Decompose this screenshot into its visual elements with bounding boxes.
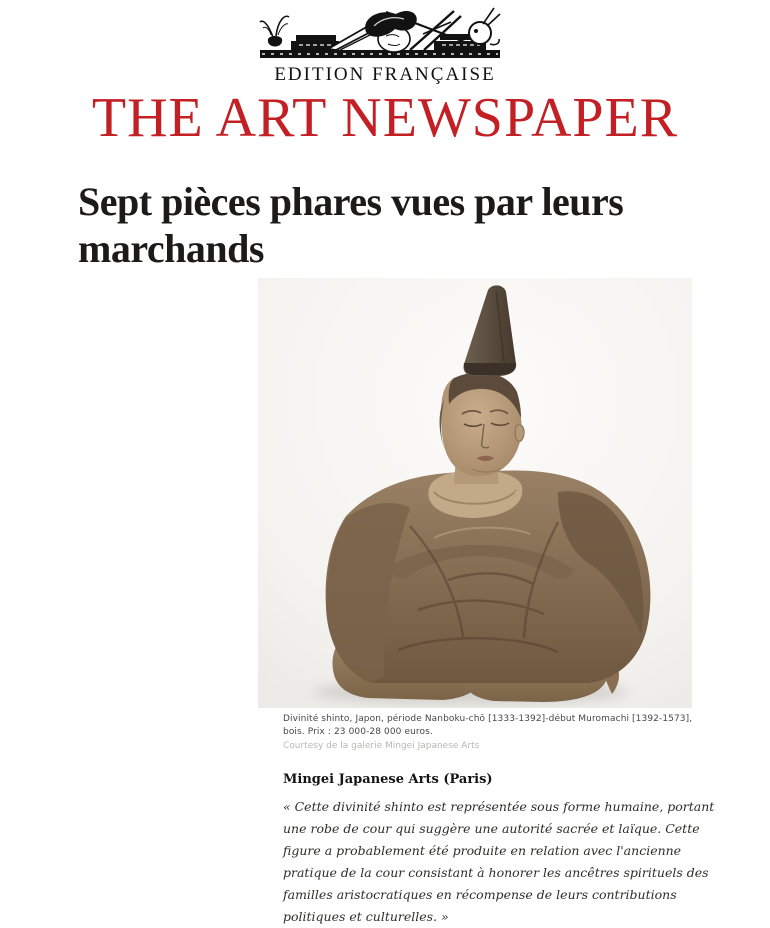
photo-caption: Divinité shinto, Japon, période Nanboku-chō [1333-1392]-début Muromachi [1392-1573], bois. Prix : 23 000-28 000 euros. <box>283 714 693 737</box>
article-headline: Sept pièces phares vues par leurs marchands <box>78 179 624 271</box>
article-photo <box>258 278 692 708</box>
gallery-name-heading: Mingei Japanese Arts (Paris) <box>283 772 493 787</box>
edition-label: EDITION FRANÇAISE <box>274 64 496 85</box>
newspaper-title: THE ART NEWSPAPER <box>91 87 679 149</box>
photo-credit: Courtesy de la galerie Mingei Japanese Arts <box>283 741 480 751</box>
art-objects-engraving-icon <box>258 6 502 62</box>
shinto-deity-statue-photo-icon <box>258 278 692 708</box>
photo-caption-block <box>283 713 715 752</box>
dealer-quote: « Cette divinité shinto est représentée sous forme humaine, portant une robe de cour qui suggère une autorité sacrée et laïque. Cette figure a probablement été produite en relation avec l'ancienne pratique de la cour consistant à honorer les ancêtres spirituels des familles aristocratiques en récompense de leurs contributions politiques et culturelles. » <box>283 799 715 924</box>
